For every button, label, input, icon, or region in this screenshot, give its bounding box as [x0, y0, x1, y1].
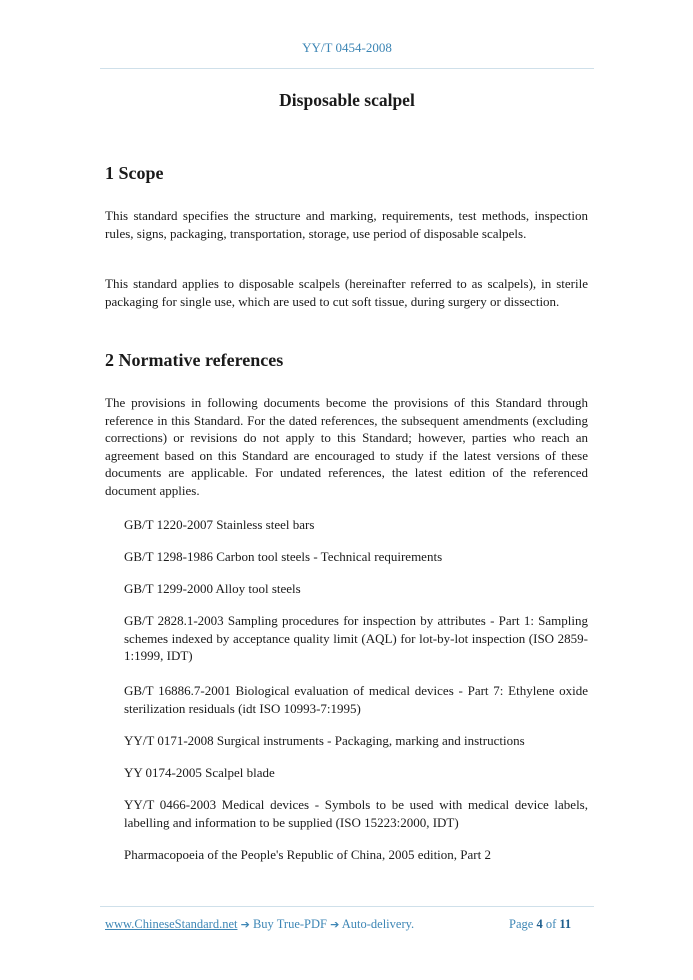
header-divider [100, 68, 594, 69]
arrow-right-icon: ➔ [330, 918, 340, 931]
reference-item: GB/T 1298-1986 Carbon tool steels - Technical requirements [124, 549, 443, 564]
page-of-label: of [545, 917, 557, 931]
section-heading-normative-references: 2 Normative references [105, 350, 284, 370]
auto-delivery-text: Auto-delivery. [341, 917, 415, 931]
reference-item: GB/T 1220-2007 Stainless steel bars [124, 517, 315, 532]
page-current: 4 [536, 917, 543, 931]
buy-pdf-link[interactable]: Buy True-PDF [252, 917, 327, 931]
reference-item: YY 0174-2005 Scalpel blade [124, 765, 275, 780]
page-total: 11 [559, 917, 572, 931]
document-title: Disposable scalpel [279, 90, 415, 110]
footer-links [105, 917, 414, 932]
normative-intro-paragraph: The provisions in following documents become the provisions of this Standard through reference in this Standard. For the dated references, the subsequent amendments (excluding corrections) or revisions do not apply to this Standard; however, parties who reach an agreement based on this Standard are encouraged to study if the latest versions of these documents are applicable. For undated references, the latest edition of the referenced document applies. [105, 395, 588, 498]
scope-paragraph-2: This standard applies to disposable scalpels (hereinafter referred to as scalpels), in sterile packaging for single use, which are used to cut soft tissue, during surgery or dissection. [105, 276, 588, 309]
reference-item: YY/T 0171-2008 Surgical instruments - Packaging, marking and instructions [124, 733, 525, 748]
scope-paragraph-1: This standard specifies the structure and marking, requirements, test methods, inspection rules, signs, packaging, transportation, storage, use period of disposable scalpels. [105, 208, 588, 241]
reference-item: GB/T 16886.7-2001 Biological evaluation of medical devices - Part 7: Ethylene oxide sterilization residuals (idt ISO 10993-7:1995) [124, 683, 588, 716]
reference-item: GB/T 1299-2000 Alloy tool steels [124, 581, 301, 596]
reference-item: YY/T 0466-2003 Medical devices - Symbols to be used with medical device labels, labelling and information to be supplied (ISO 15223:2000, IDT) [124, 797, 588, 830]
page-label: Page [509, 917, 534, 931]
page-indicator [509, 917, 571, 932]
section-heading-scope: 1 Scope [105, 163, 164, 183]
reference-item: GB/T 2828.1-2003 Sampling procedures for inspection by attributes - Part 1: Sampling schemes indexed by acceptance quality limit (AQL) for lot-by-lot inspection (ISO 2859-1:1999, IDT) [124, 613, 588, 663]
arrow-right-icon: ➔ [240, 918, 250, 931]
reference-item: Pharmacopoeia of the People's Republic of China, 2005 edition, Part 2 [124, 847, 491, 862]
footer-divider [100, 906, 594, 907]
site-link[interactable]: www.ChineseStandard.net [105, 917, 238, 931]
header-standard-code: YY/T 0454-2008 [302, 40, 392, 55]
